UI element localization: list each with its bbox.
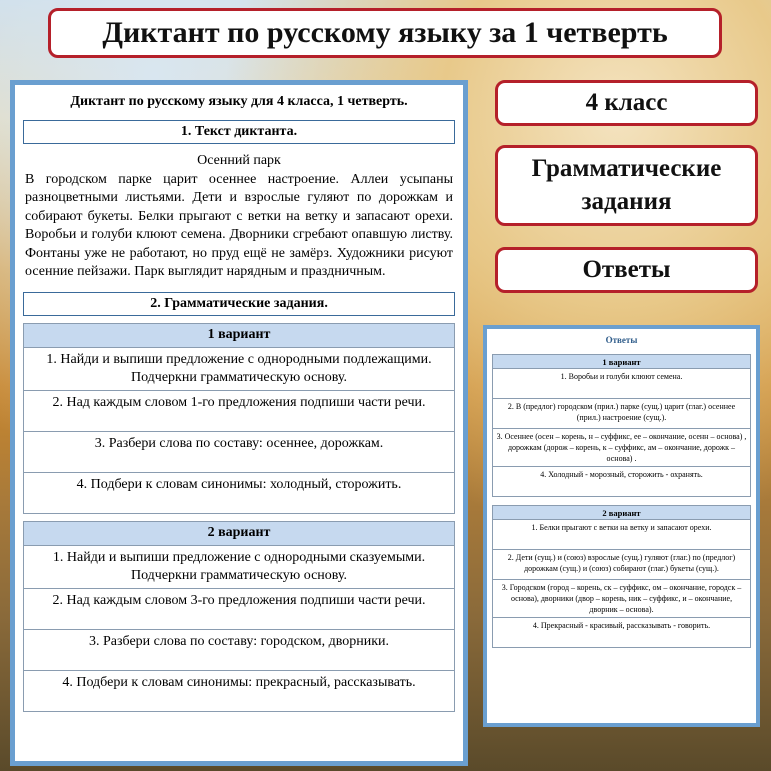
answer: 1. Воробьи и голуби клюют семена. xyxy=(493,369,751,399)
answer: 4. Холодный - морозный, сторожить - охранять. xyxy=(493,467,751,497)
task: 3. Разбери слова по составу: городском, дворники. xyxy=(24,629,455,670)
task: 2. Над каждым словом 1-го предложения подпиши части речи. xyxy=(24,390,455,431)
task: 4. Подбери к словам синонимы: прекрасный, рассказывать. xyxy=(24,670,455,711)
task: 2. Над каждым словом 3-го предложения подпиши части речи. xyxy=(24,588,455,629)
variant-2-table xyxy=(23,521,455,712)
answer: 4. Прекрасный - красивый, рассказывать - говорить. xyxy=(493,618,751,648)
answer: 1. Белки прыгают с ветки на ветку и запасают орехи. xyxy=(493,520,751,550)
section-dictation-text: 1. Текст диктанта. xyxy=(23,120,455,144)
answers-variant-2 xyxy=(492,505,751,648)
section-grammar-tasks: 2. Грамматические задания. xyxy=(23,292,455,316)
answer: 3. Городском (город – корень, ск – суффикс, ом – окончание, городск – основа), дворники (двор – корень, ник – суффикс, и – окончание, дворник – основа). xyxy=(493,580,751,618)
variant-header: 2 вариант xyxy=(493,506,751,520)
doc-heading: Диктант по русскому языку для 4 класса, 1 четверть. xyxy=(70,94,408,109)
answers-variant-1 xyxy=(492,354,751,497)
task: 4. Подбери к словам синонимы: холодный, сторожить. xyxy=(24,472,455,513)
dictation-page-preview xyxy=(10,80,468,766)
answers-button[interactable]: Ответы xyxy=(495,247,758,293)
grammar-tasks-button[interactable]: Грамматические задания xyxy=(495,145,758,226)
dictation-text: В городском парке царит осеннее настроение. Аллеи усыпаны разноцветными листьями. Дети и взрослые гуляют по дорожкам и собирают букеты. Белки прыгают с ветки на ветку и запасают орехи. Воробьи и голуби клюют семена. Дворники сгребают опавшую листву. Фонтаны уже не работают, но пруд ещё не замёрз. Художники рисуют осенние пейзажи. Парк выглядит нарядным и праздничным. xyxy=(25,171,453,279)
grade-button[interactable]: 4 класс xyxy=(495,80,758,126)
task: 1. Найди и выпиши предложение с однородными сказуемыми. Подчеркни грамматическую основу. xyxy=(24,545,455,588)
answer: 3. Осеннее (осен – корень, н – суффикс, ее – окончание, осенн – основа) , дорожкам (дорож – корень, к – суффикс, ам – окончание, дорожк – основа) . xyxy=(493,429,751,467)
variant-header: 2 вариант xyxy=(24,521,455,545)
task: 1. Найди и выпиши предложение с однородными подлежащими. Подчеркни грамматическую основу. xyxy=(24,347,455,390)
variant-header: 1 вариант xyxy=(24,323,455,347)
answers-page-preview xyxy=(483,325,760,727)
answer: 2. Дети (сущ.) и (союз) взрослые (сущ.) гуляют (глаг.) по (предлог) дорожкам (сущ.) и (союз) собирают (глаг.) букеты (сущ.). xyxy=(493,550,751,580)
variant-header: 1 вариант xyxy=(493,355,751,369)
text-title: Осенний парк xyxy=(197,153,281,168)
variant-1-table xyxy=(23,323,455,514)
answers-heading: Ответы xyxy=(605,335,638,345)
answer: 2. В (предлог) городском (прил.) парке (сущ.) царит (глаг.) осеннее (прил.) настроение (сущ.). xyxy=(493,399,751,429)
page-title: Диктант по русскому языку за 1 четверть xyxy=(48,8,722,58)
task: 3. Разбери слова по составу: осеннее, дорожкам. xyxy=(24,431,455,472)
